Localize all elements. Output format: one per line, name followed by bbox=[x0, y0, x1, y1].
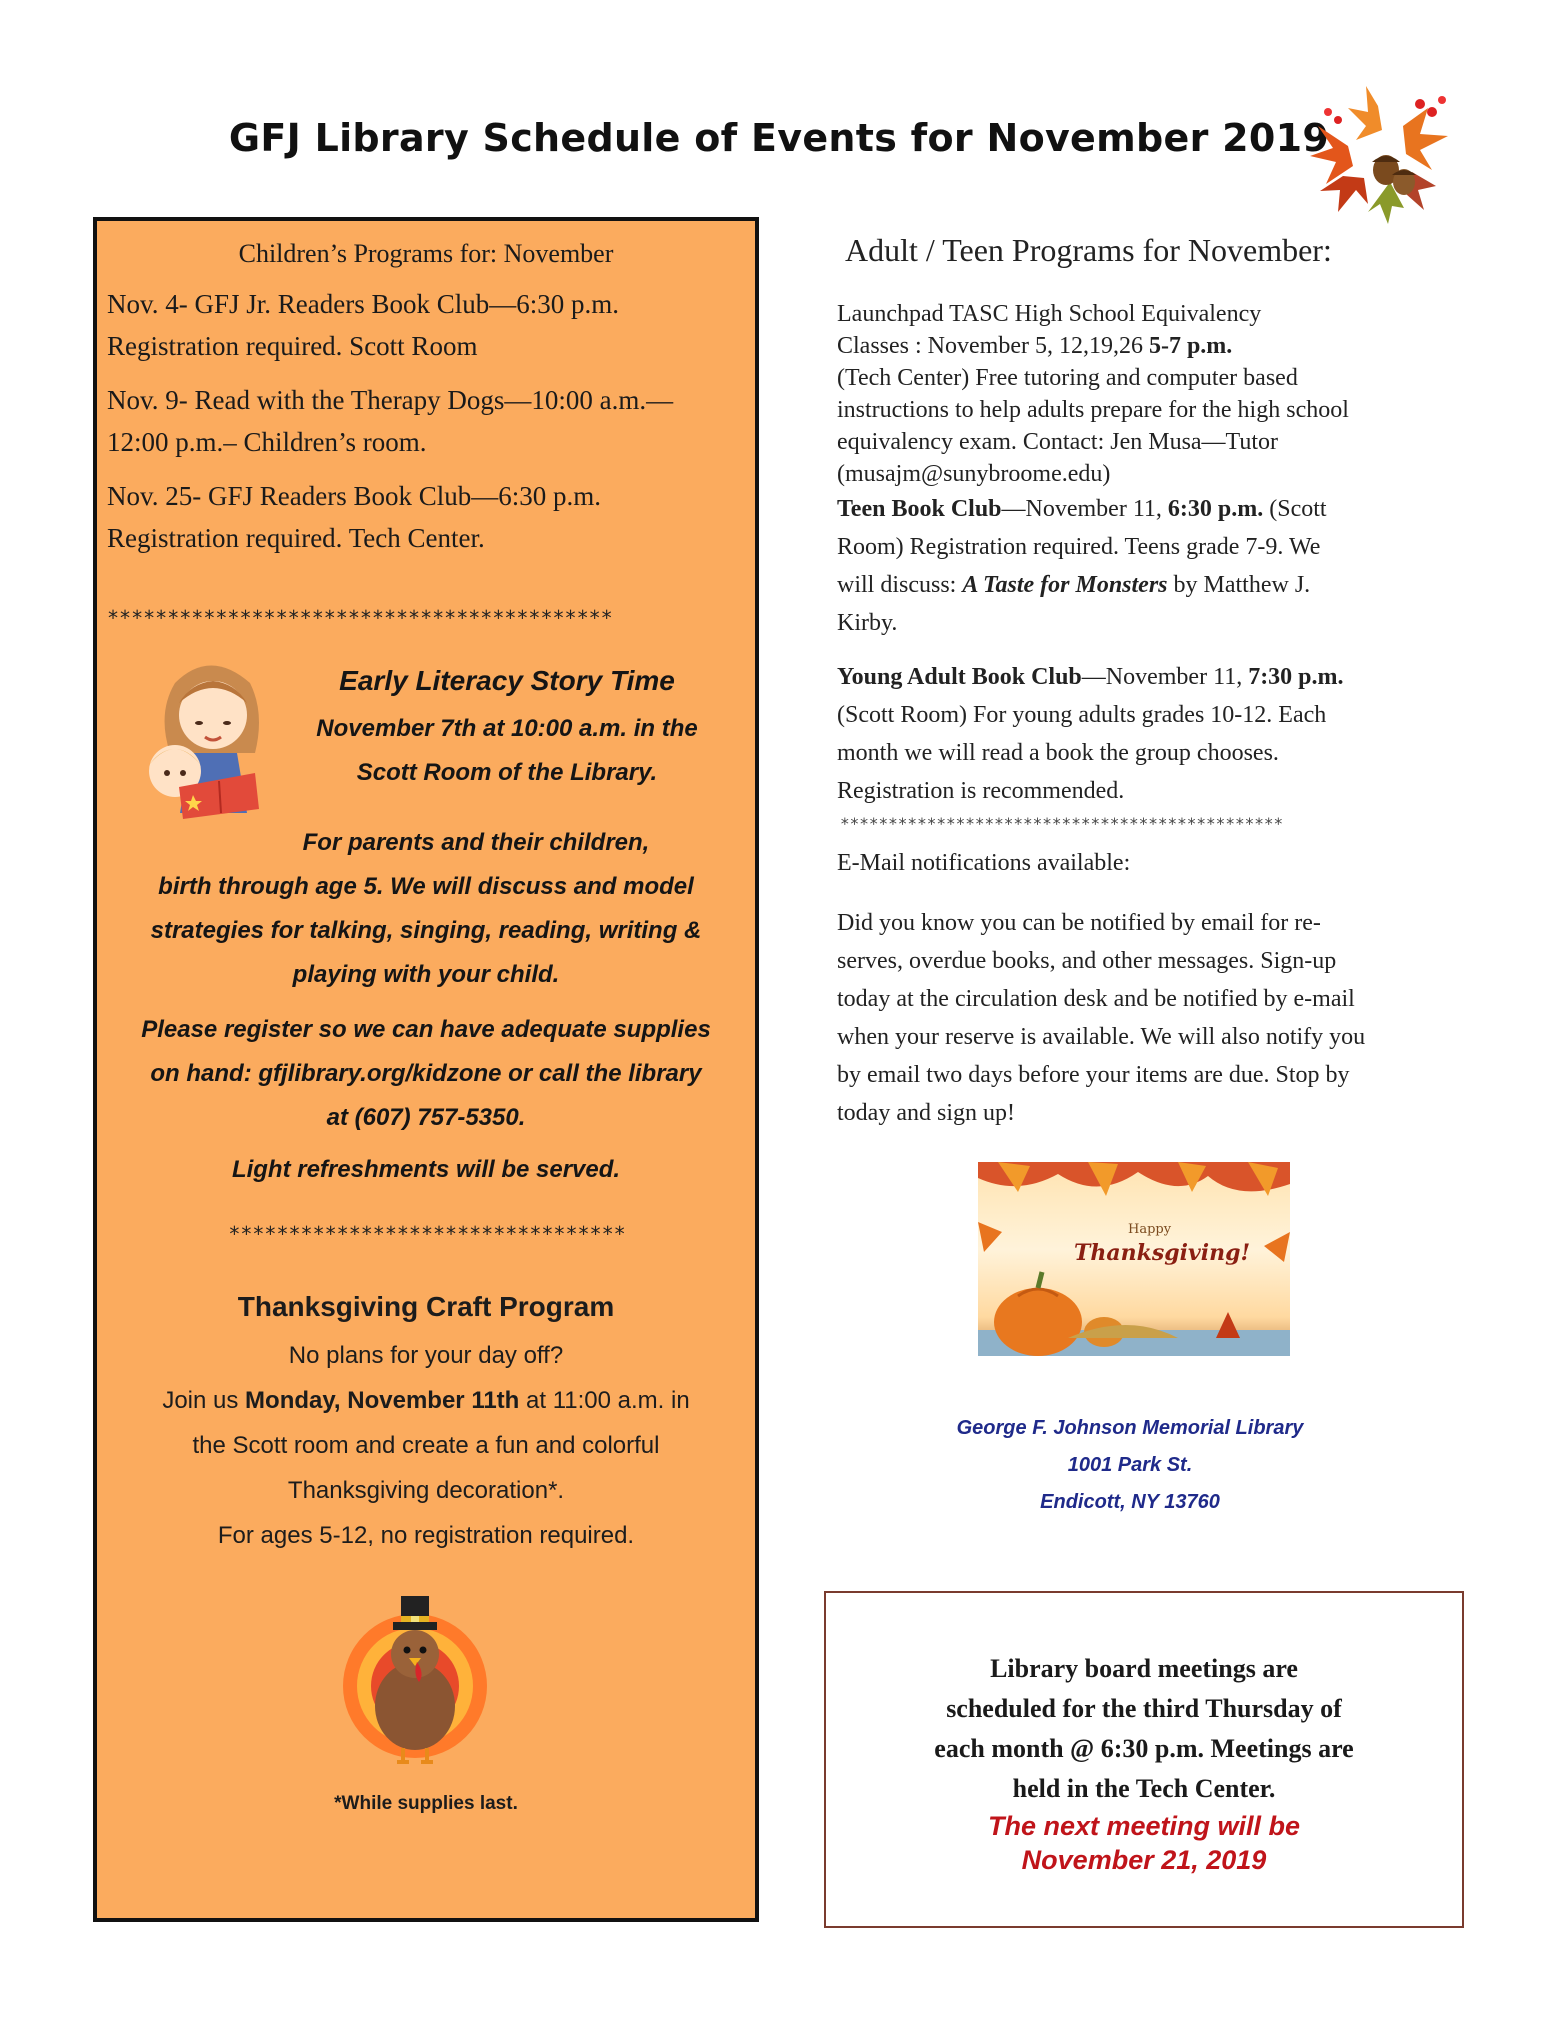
parent-child-reading-icon bbox=[135, 653, 285, 823]
story-time-description bbox=[97, 821, 755, 997]
story-time-title: Early Literacy Story Time bbox=[339, 665, 675, 696]
divider-stars-2: ********************************* bbox=[228, 1222, 626, 1246]
teen-club-name: Teen Book Club bbox=[837, 496, 1002, 522]
kids-event-3 bbox=[107, 475, 747, 559]
teen-club-line3-pre: will discuss: bbox=[837, 572, 963, 598]
childrens-programs-heading: Children’s Programs for: November bbox=[238, 239, 614, 268]
story-time-desc-line2: birth through age 5. We will discuss and model bbox=[158, 873, 694, 900]
ya-club-line2: (Scott Room) For young adults grades 10-12. Each bbox=[837, 702, 1327, 728]
card-happy-text: Happy bbox=[1128, 1222, 1172, 1237]
craft-line3: the Scott room and create a fun and colorful bbox=[192, 1432, 660, 1459]
ya-club-name: Young Adult Book Club bbox=[837, 664, 1082, 690]
craft-title: Thanksgiving Craft Program bbox=[237, 1291, 615, 1322]
tasc-line6: (musajm@sunybroome.edu) bbox=[837, 461, 1111, 487]
next-meeting-line1: The next meeting will be bbox=[987, 1811, 1301, 1841]
tasc-classes-label: Classes : bbox=[837, 333, 922, 359]
kids-event-2-line1: Nov. 9- Read with the Therapy Dogs—10:00 a.m.— bbox=[107, 385, 674, 415]
email-line3: today at the circulation desk and be notified by e-mail bbox=[837, 986, 1355, 1012]
board-line1: Library board meetings are bbox=[990, 1654, 1298, 1683]
tasc-program bbox=[837, 298, 1477, 490]
divider-stars-3: ********************************************** bbox=[840, 814, 1284, 833]
next-meeting-date: November 21, 2019 bbox=[1021, 1845, 1267, 1875]
library-city: Endicott, NY 13760 bbox=[1040, 1491, 1220, 1513]
library-name: George F. Johnson Memorial Library bbox=[956, 1417, 1304, 1439]
teen-club-line2: Room) Registration required. Teens grade 7-9. We bbox=[837, 534, 1321, 560]
library-street: 1001 Park St. bbox=[1067, 1454, 1193, 1476]
email-line4: when your reserve is available. We will also notify you bbox=[837, 1024, 1366, 1050]
ya-club-date: —November 11, bbox=[1081, 664, 1249, 690]
tasc-line4: instructions to help adults prepare for the high school bbox=[837, 397, 1349, 423]
craft-footnote: *While supplies last. bbox=[334, 1793, 518, 1814]
craft-line2-pre: Join us bbox=[162, 1387, 246, 1414]
childrens-programs-panel bbox=[93, 217, 759, 1922]
teen-book-club bbox=[837, 490, 1477, 642]
kids-event-1-line1: Nov. 4- GFJ Jr. Readers Book Club—6:30 p.m. bbox=[107, 289, 619, 319]
tasc-time: 5-7 p.m. bbox=[1148, 333, 1233, 359]
pilgrim-turkey-icon bbox=[335, 1586, 495, 1771]
board-line3: each month @ 6:30 p.m. Meetings are bbox=[934, 1734, 1354, 1763]
kids-event-1-line2: Registration required. Scott Room bbox=[107, 331, 478, 361]
teen-club-date: —November 11, bbox=[1001, 496, 1168, 522]
ya-club-line4: Registration is recommended. bbox=[837, 778, 1125, 804]
autumn-leaves-acorns-icon bbox=[1308, 86, 1458, 226]
craft-line4: Thanksgiving decoration*. bbox=[287, 1477, 565, 1504]
thanksgiving-card-image bbox=[978, 1162, 1290, 1356]
page-title: GFJ Library Schedule of Events for November 2019 bbox=[228, 116, 1330, 160]
tasc-dates: November 5, 12,19,26 bbox=[921, 333, 1149, 359]
tasc-name-line1: Launchpad TASC High School Equivalency bbox=[837, 301, 1262, 327]
teen-club-line1 bbox=[837, 490, 1477, 528]
library-address bbox=[880, 1410, 1380, 1521]
story-time-register-line1: Please register so we can have adequate supplies bbox=[141, 1016, 711, 1043]
craft-line1: No plans for your day off? bbox=[288, 1342, 564, 1369]
board-line4: held in the Tech Center. bbox=[1012, 1774, 1276, 1803]
craft-line5: For ages 5-12, no registration required. bbox=[217, 1522, 635, 1549]
email-line6: today and sign up! bbox=[837, 1100, 1015, 1126]
teen-club-book-title: A Taste for Monsters bbox=[962, 572, 1168, 598]
kids-event-1 bbox=[107, 283, 747, 367]
email-heading: E-Mail notifications available: bbox=[837, 850, 1131, 876]
story-time-when-line1: November 7th at 10:00 a.m. in the bbox=[316, 715, 698, 742]
story-time-refreshments: Light refreshments will be served. bbox=[231, 1156, 621, 1183]
story-time-register-line3: at (607) 757-5350. bbox=[326, 1104, 526, 1131]
email-line1: Did you know you can be notified by email for re- bbox=[837, 910, 1321, 936]
craft-date: Monday, November 11th bbox=[245, 1387, 520, 1414]
email-body bbox=[837, 904, 1477, 1132]
story-time-register bbox=[97, 1008, 755, 1140]
story-time-when-line2: Scott Room of the Library. bbox=[356, 759, 658, 786]
kids-event-3-line1: Nov. 25- GFJ Readers Book Club—6:30 p.m. bbox=[107, 481, 601, 511]
tasc-name-line2 bbox=[837, 330, 1477, 362]
story-time-desc-line3: strategies for talking, singing, reading, writing & bbox=[150, 917, 702, 944]
young-adult-book-club bbox=[837, 658, 1477, 810]
teen-club-line4: Kirby. bbox=[837, 610, 898, 636]
ya-club-line1 bbox=[837, 658, 1477, 696]
story-time-desc-line1: For parents and their children, bbox=[302, 829, 650, 856]
teen-club-line3-post: by Matthew J. bbox=[1167, 572, 1311, 598]
board-text bbox=[826, 1649, 1462, 1809]
adult-teen-heading: Adult / Teen Programs for November: bbox=[845, 232, 1332, 268]
email-line2: serves, overdue books, and other messages. Sign-up bbox=[837, 948, 1337, 974]
story-time-desc-line4: playing with your child. bbox=[292, 961, 560, 988]
story-time-when bbox=[267, 707, 747, 795]
tasc-line3: (Tech Center) Free tutoring and computer based bbox=[837, 365, 1298, 391]
kids-event-2-line2: 12:00 p.m.– Children’s room. bbox=[107, 427, 427, 457]
craft-line2 bbox=[97, 1378, 755, 1423]
craft-line2-post: at 11:00 a.m. in bbox=[519, 1387, 690, 1414]
teen-club-time: 6:30 p.m. bbox=[1167, 496, 1264, 522]
kids-event-2 bbox=[107, 379, 747, 463]
card-thanksgiving-text: Thanksgiving! bbox=[1074, 1240, 1251, 1266]
ya-club-time: 7:30 p.m. bbox=[1248, 664, 1344, 690]
divider-stars-1: ****************************************** bbox=[107, 606, 613, 630]
teen-club-line1-tail: (Scott bbox=[1263, 496, 1327, 522]
kids-event-3-line2: Registration required. Tech Center. bbox=[107, 523, 485, 553]
board-meetings-box bbox=[824, 1591, 1464, 1928]
tasc-line5: equivalency exam. Contact: Jen Musa—Tutor bbox=[837, 429, 1279, 455]
teen-club-line3 bbox=[837, 566, 1477, 604]
ya-club-line3: month we will read a book the group chooses. bbox=[837, 740, 1279, 766]
email-line5: by email two days before your items are due. Stop by bbox=[837, 1062, 1350, 1088]
craft-details bbox=[97, 1333, 755, 1558]
next-meeting bbox=[826, 1809, 1462, 1877]
board-line2: scheduled for the third Thursday of bbox=[946, 1694, 1342, 1723]
story-time-register-line2: on hand: gfjlibrary.org/kidzone or call the library bbox=[150, 1060, 702, 1087]
